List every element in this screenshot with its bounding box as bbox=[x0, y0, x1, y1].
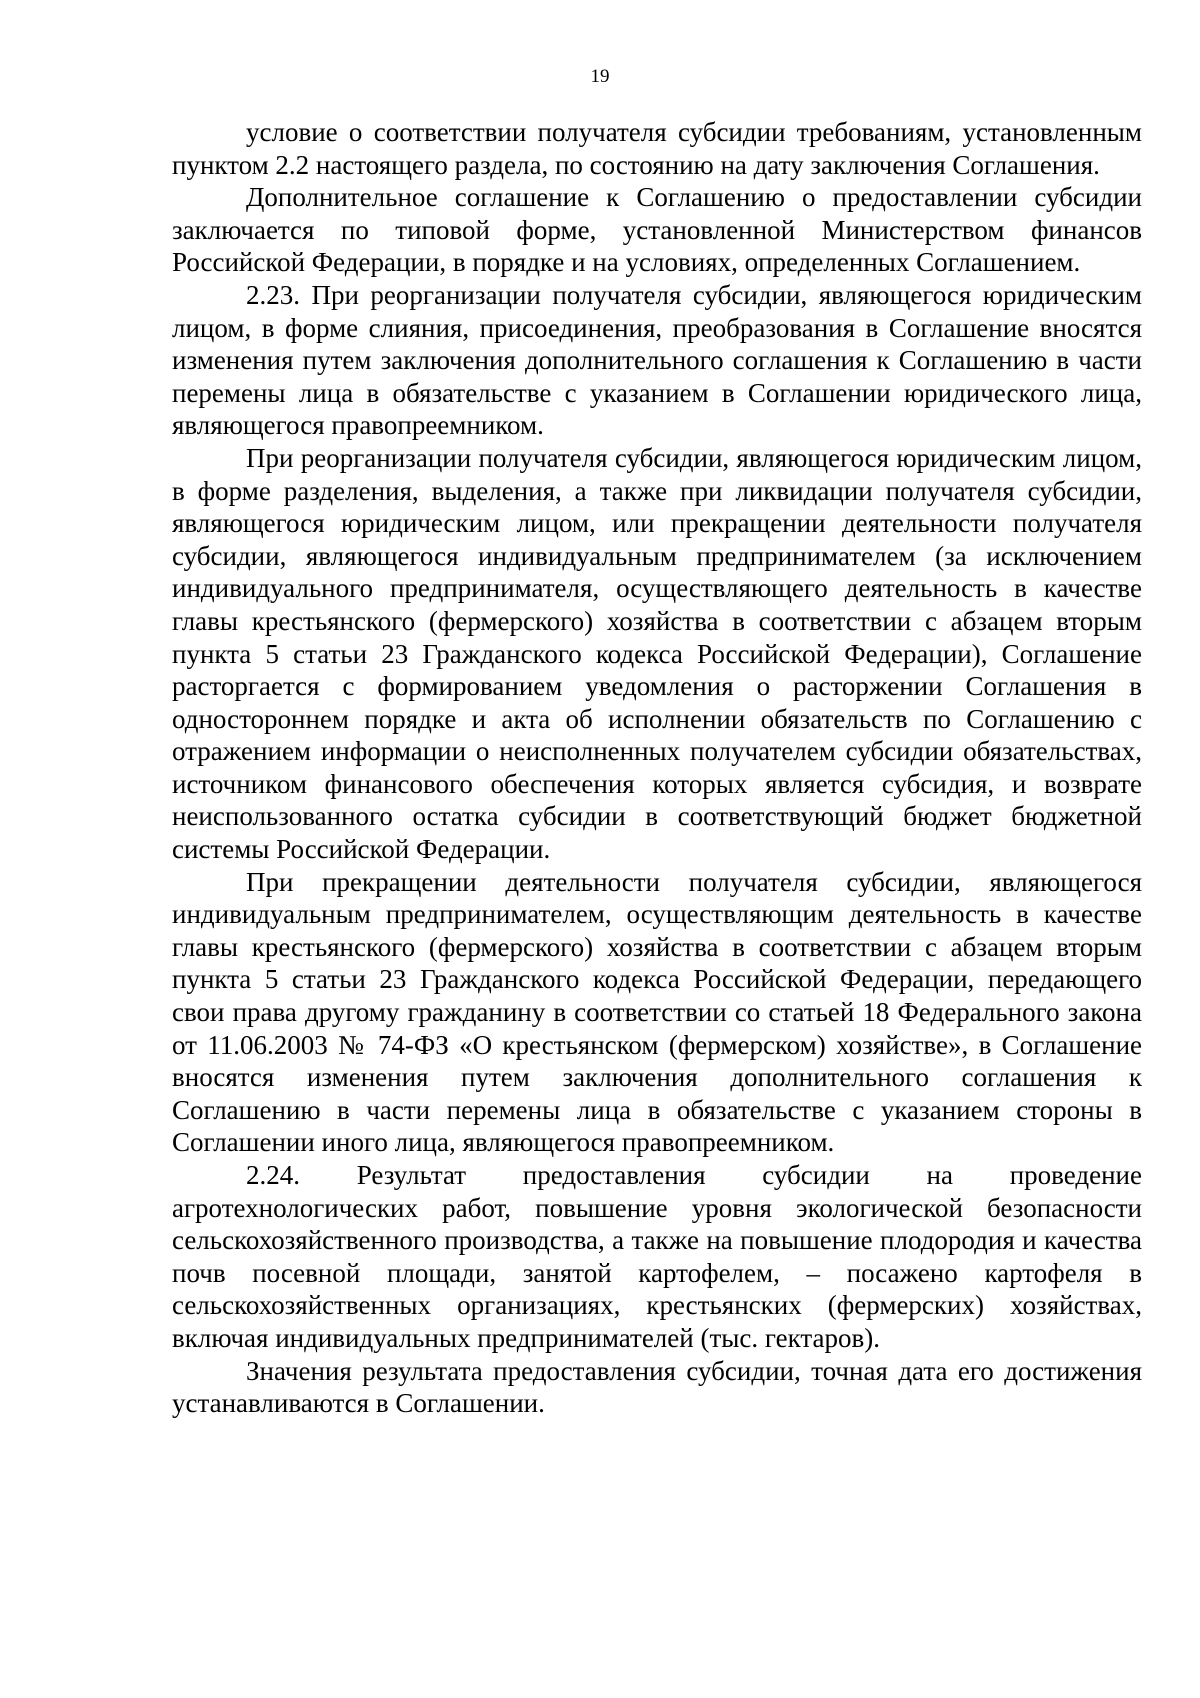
page-number: 19 bbox=[590, 66, 610, 87]
paragraph-result-values: Значения результата предоставления субсидии, точная дата его достижения устанавливаются в Соглашении. bbox=[172, 1355, 1142, 1419]
paragraph-condition-compliance: условие о соответствии получателя субсидии требованиям, установленным пунктом 2.2 настоящего раздела, по состоянию на дату заключения Соглашения. bbox=[172, 117, 1142, 180]
document-body bbox=[172, 116, 1142, 1420]
paragraph-entrepreneur-termination: При прекращении деятельности получателя субсидии, являющегося индивидуальным предпринимателем, осуществляющим деятельность в качестве главы крестьянского (фермерского) хозяйства в соответствии с абзацем вторым пункта 5 статьи 23 Гражданского кодекса Российской Федерации, передающего свои права другому гражданину в соответствии со статьей 18 Федерального закона от 11.06.2003 № 74-ФЗ «О крестьянском (фермерском) хозяйстве», в Соглашение вносятся изменения путем заключения дополнительного соглашения к Соглашению в части перемены лица в обязательстве с указанием стороны в Соглашении иного лица, являющегося правопреемником. bbox=[172, 866, 1142, 1158]
paragraph-2-24-result: 2.24. Результат предоставления субсидии на проведение агротехнологических работ, повышение уровня экологической безопасности сельскохозяйственного производства, а также на повышение плодородия и качества почв посевной площади, занятой картофелем, – посажено картофеля в сельскохозяйственных организациях, крестьянских (фермерских) хозяйствах, включая индивидуальных предпринимателей (тыс. гектаров). bbox=[172, 1160, 1142, 1353]
paragraph-reorganization-termination: При реорганизации получателя субсидии, являющегося юридическим лицом, в форме разделения, выделения, а также при ликвидации получателя субсидии, являющегося юридическим лицом, или прекращении деятельности получателя субсидии, являющегося индивидуальным предпринимателем (за исключением индивидуального предпринимателя, осуществляющего деятельность в качестве главы крестьянского (фермерского) хозяйства в соответствии с абзацем вторым пункта 5 статьи 23 Гражданского кодекса Российской Федерации), Соглашение расторгается с формированием уведомления о расторжении Соглашения в одностороннем порядке и акта об исполнении обязательств по Соглашению с отражением информации о неисполненных получателем субсидии обязательствах, источником финансового обеспечения которых является субсидия, и возврате неиспользованного остатка субсидии в соответствующий бюджет бюджетной системы Российской Федерации. bbox=[172, 442, 1142, 865]
paragraph-2-23-reorganization: 2.23. При реорганизации получателя субсидии, являющегося юридическим лицом, в форме слияния, присоединения, преобразования в Соглашение вносятся изменения путем заключения дополнительного соглашения к Соглашению в части перемены лица в обязательстве с указанием в Соглашении юридического лица, являющегося правопреемником. bbox=[172, 279, 1142, 441]
paragraph-additional-agreement: Дополнительное соглашение к Соглашению о предоставлении субсидии заключается по типовой форме, установленной Министерством финансов Российской Федерации, в порядке и на условиях, определенных Соглашением. bbox=[172, 182, 1142, 278]
